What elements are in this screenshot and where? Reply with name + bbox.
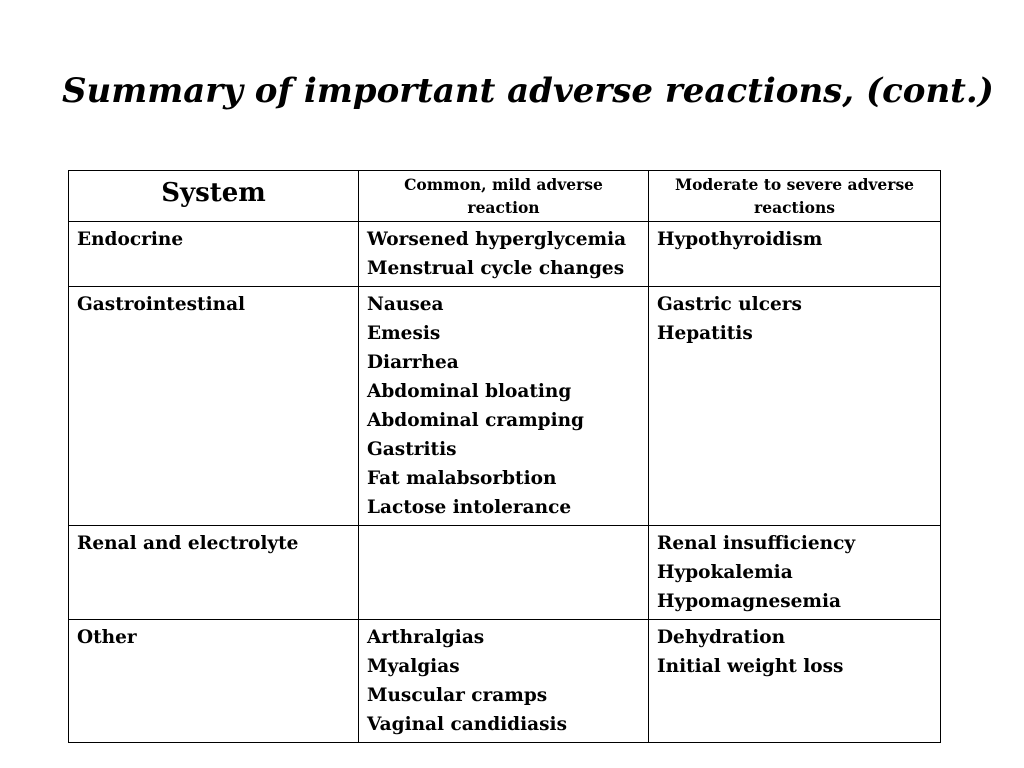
reaction-item: Lactose intolerance bbox=[367, 497, 572, 518]
reaction-item: Hepatitis bbox=[657, 323, 753, 344]
adverse-reactions-table bbox=[68, 170, 941, 743]
reaction-item: Worsened hyperglycemia bbox=[367, 229, 627, 250]
reaction-item: Abdominal bloating bbox=[367, 381, 572, 402]
reaction-item: Arthralgias bbox=[367, 627, 485, 648]
reaction-item: Gastritis bbox=[367, 439, 457, 460]
slide-title: Summary of important adverse reactions, (cont.) bbox=[62, 71, 994, 111]
reaction-item: Vaginal candidiasis bbox=[367, 714, 567, 735]
reaction-item: Fat malabsorbtion bbox=[367, 468, 557, 489]
header-common-mild: Common, mild adverse reaction bbox=[359, 171, 649, 222]
system-cell: Renal and electrolyte bbox=[69, 526, 359, 620]
system-cell: Other bbox=[69, 620, 359, 743]
reaction-item: Nausea bbox=[367, 294, 444, 315]
severe-reactions-cell bbox=[649, 526, 941, 620]
table-row-other bbox=[69, 620, 941, 743]
common-reactions-cell bbox=[359, 620, 649, 743]
reaction-item: Menstrual cycle changes bbox=[367, 258, 625, 279]
severe-reactions-cell bbox=[649, 620, 941, 743]
severe-reactions-cell bbox=[649, 287, 941, 526]
header-system: System bbox=[69, 171, 359, 222]
common-reactions-cell bbox=[359, 526, 649, 620]
system-cell: Gastrointestinal bbox=[69, 287, 359, 526]
reaction-item: Abdominal cramping bbox=[367, 410, 584, 431]
table-row-gastrointestinal bbox=[69, 287, 941, 526]
reaction-item: Diarrhea bbox=[367, 352, 459, 373]
table-row-renal-electrolyte bbox=[69, 526, 941, 620]
reaction-item: Myalgias bbox=[367, 656, 460, 677]
reaction-item: Emesis bbox=[367, 323, 441, 344]
common-reactions-cell bbox=[359, 222, 649, 287]
reaction-item: Initial weight loss bbox=[657, 656, 844, 677]
common-reactions-cell bbox=[359, 287, 649, 526]
system-cell: Endocrine bbox=[69, 222, 359, 287]
header-moderate-severe: Moderate to severe adverse reactions bbox=[649, 171, 941, 222]
reaction-item: Hypothyroidism bbox=[657, 229, 823, 250]
reaction-item: Gastric ulcers bbox=[657, 294, 802, 315]
reaction-item: Muscular cramps bbox=[367, 685, 548, 706]
table-row-endocrine bbox=[69, 222, 941, 287]
reaction-item: Renal insufficiency bbox=[657, 533, 856, 554]
severe-reactions-cell bbox=[649, 222, 941, 287]
reaction-item: Hypomagnesemia bbox=[657, 591, 841, 612]
table-header-row bbox=[69, 171, 941, 222]
reaction-item: Dehydration bbox=[657, 627, 786, 648]
reaction-item: Hypokalemia bbox=[657, 562, 793, 583]
